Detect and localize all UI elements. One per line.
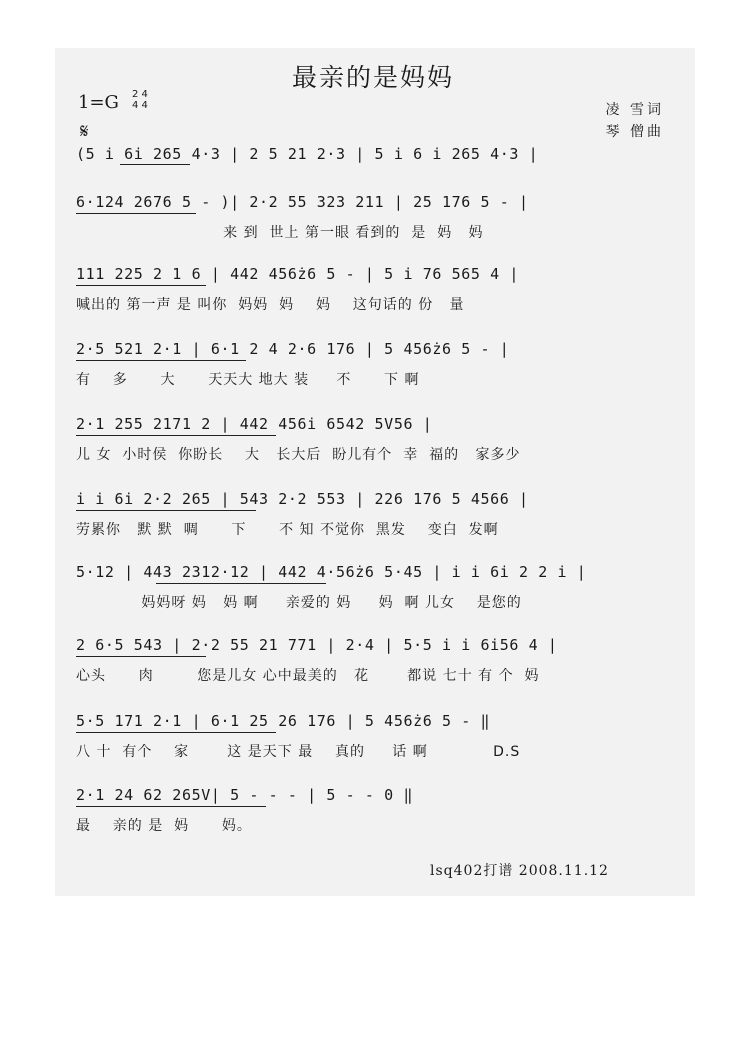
credits <box>606 99 664 143</box>
song-title: 最亲的是妈妈 <box>291 63 454 92</box>
meter-bottom: 4 4 <box>132 100 148 111</box>
beam-line <box>76 435 276 436</box>
beam-line <box>156 583 326 584</box>
score-line-9-lyrics: 八 十 有个 家 这 是天下 最 真的 话 啊 D.S <box>76 744 521 760</box>
lyricist-credit: 凌 雪词 <box>605 102 664 118</box>
score-line-8-notes: 2 6·5 543 | 2·2 55 21 771 | 2·4 | 5·5 i i 6i56 4 | <box>76 636 558 654</box>
beam-line <box>76 285 206 286</box>
composer-credit: 琴 僧曲 <box>605 124 664 140</box>
score-line-5-lyrics: 儿 女 小时侯 你盼长 大 长大后 盼儿有个 幸 福的 家多少 <box>76 447 521 463</box>
score-sheet <box>55 48 695 896</box>
score-line-2-lyrics: 来 到 世上 第一眼 看到的 是 妈 妈 <box>76 225 484 241</box>
transcriber-footer: lsq402打谱 2008.11.12 <box>430 863 609 879</box>
score-line-6-lyrics: 劳累你 默 默 啁 下 不 知 不觉你 黑发 变白 发啊 <box>76 522 499 538</box>
time-signature <box>132 89 148 111</box>
score-line-9-notes: 5·5 171 2·1 | 6·1 25 26 176 | 5 456ż6 5 - ‖ <box>76 712 491 730</box>
score-line-4-notes: 2·5 521 2·1 | 6·1 2 4 2·6 176 | 5 456ż6 5 - | <box>76 340 510 358</box>
score-line-6-notes: i i 6i 2·2 265 | 543 2·2 553 | 226 176 5 4566 | <box>76 490 529 508</box>
beam-line <box>120 164 190 165</box>
score-line-2-notes: 6·124 2676 5 - )| 2·2 55 323 211 | 25 176 5 - | <box>76 193 529 211</box>
beam-line <box>76 510 256 511</box>
score-line-7-lyrics: 妈妈呀 妈 妈 啊 亲爱的 妈 妈 啊 儿女 是您的 <box>76 595 522 611</box>
score-line-4-lyrics: 有 多 大 天天大 地大 装 不 下 啊 <box>76 372 420 388</box>
beam-line <box>76 732 276 733</box>
score-line-3-notes: 111 225 2 1 6 | 442 456ż6 5 - | 5 i 76 565 4 | <box>76 265 520 283</box>
score-line-3-lyrics: 喊出的 第一声 是 叫你 妈妈 妈 妈 这句话的 份 量 <box>76 297 465 313</box>
meter-top: 2 4 <box>132 89 148 100</box>
score-line-8-lyrics: 心头 肉 您是儿女 心中最美的 花 都说 七十 有 个 妈 <box>76 668 540 684</box>
key-signature: 1=G <box>78 92 119 113</box>
score-line-5-notes: 2·1 255 2171 2 | 442 456i 6542 5V56 | <box>76 415 433 433</box>
beam-line <box>76 806 266 807</box>
score-line-10-notes: 2·1 24 62 265V| 5 - - - | 5 - - 0 ‖ <box>76 786 414 804</box>
beam-line <box>76 360 246 361</box>
score-line-7-notes: 5·12 | 443 2312·12 | 442 4·56ż6 5·45 | i i 6i 2 2 i | <box>76 563 587 581</box>
score-line-10-lyrics: 最 亲的 是 妈 妈。 <box>76 818 252 834</box>
score-line-1-notes: (5 i 6i 265 4·3 | 2 5 21 2·3 | 5 i 6 i 265 4·3 | <box>76 145 539 163</box>
beam-line <box>76 656 206 657</box>
segno-icon: 𝄋 <box>80 119 89 143</box>
beam-line <box>76 213 196 214</box>
